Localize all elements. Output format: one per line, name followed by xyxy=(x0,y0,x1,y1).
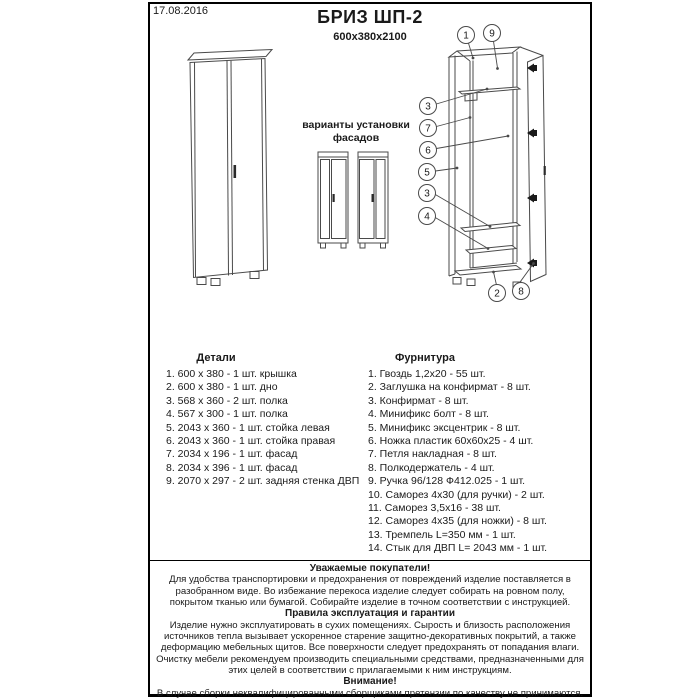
list-item: 2. 600 x 380 - 1 шт. дно xyxy=(166,381,278,394)
callout-circle-1 xyxy=(458,27,475,44)
page-title: БРИЗ ШП-2 xyxy=(317,7,423,27)
list-item: 6. 2043 x 360 - 1 шт. стойка правая xyxy=(166,435,336,448)
door-handle-icon xyxy=(544,166,546,175)
list-item: 1. 600 x 380 - 1 шт. крышка xyxy=(166,368,297,380)
section-divider xyxy=(150,560,590,561)
list-item: 7. Петля накладная - 8 шт. xyxy=(368,448,497,461)
notes-section xyxy=(154,563,586,699)
customers-note-text: Для удобства транспортировки и предохранения от повреждений изделие поставляется в разобранном виде. Во избежание перекоса изделие следует собирать на ровном полу, покрытом тканью или бумагой. Собирайте изделие в точном соответствии с инструкцией. xyxy=(169,574,571,608)
list-item: 5. Минификс эксцентрик - 8 шт. xyxy=(368,421,521,434)
foot-icon xyxy=(197,278,206,285)
attention-note-title: Внимание! xyxy=(343,676,397,688)
exploded-view-drawing xyxy=(449,47,546,289)
callout-circle-9 xyxy=(484,25,501,42)
details-list-title: Детали xyxy=(196,352,236,364)
list-item: 4. Минификс болт - 8 шт. xyxy=(368,408,489,421)
facade-variant-right-drawing xyxy=(358,152,388,248)
list-item: 3. 568 x 360 - 2 шт. полка xyxy=(166,394,288,407)
door-panel xyxy=(528,56,547,282)
list-item: 1. Гвоздь 1,2х20 - 55 шт. xyxy=(368,368,486,380)
callout-circle-3b xyxy=(419,185,436,202)
customers-note-title: Уважаемые покупатели! xyxy=(309,563,431,574)
foot-icon xyxy=(381,243,386,248)
facade-variants-label-line1: варианты установки xyxy=(302,119,410,131)
callout-circle-5 xyxy=(419,164,436,181)
callout-number: 3 xyxy=(424,188,430,200)
rules-note-text: Изделие нужно эксплуатировать в сухих помещениях. Сырость и близость расположения источников тепла вызывает ускоренное старение защитно-декоративных покрытий, а также деформацию мебельных щитов. Все поверхности следует предохранять от попадания влаги. Очистку мебели рекомендуем производить специальными средствами, предназначенными для этих целей в соответствии с прилагаемыми к ним инструкциям. xyxy=(156,619,584,676)
list-item: 9. Ручка 96/128 Ф412.025 - 1 шт. xyxy=(368,475,526,488)
callout-circle-2 xyxy=(489,285,506,302)
callout-circle-4 xyxy=(419,208,436,225)
rules-note-title: Правила эксплуатация и гарантии xyxy=(285,608,455,620)
list-item: 8. Полкодержатель - 4 шт. xyxy=(368,461,495,474)
instruction-page xyxy=(148,2,592,697)
foot-icon xyxy=(360,243,365,248)
attention-note-text: В случае сборки неквалифицированными сборщиками претензии по качеству не принимаются. xyxy=(156,687,584,699)
details-list xyxy=(166,368,359,489)
callout-number: 7 xyxy=(425,123,431,135)
foot-icon xyxy=(211,279,220,286)
door-handle-icon xyxy=(372,194,374,202)
facade-variants-label-line2: фасадов xyxy=(332,132,380,144)
callout-number: 2 xyxy=(494,288,500,300)
list-item: 13. Тремпель L=350 мм - 1 шт. xyxy=(368,528,516,541)
callout-number: 1 xyxy=(463,30,469,42)
foot-icon xyxy=(341,243,346,248)
list-item: 7. 2034 x 196 - 1 шт. фасад xyxy=(166,448,298,461)
list-item: 5. 2043 x 360 - 1 шт. стойка левая xyxy=(166,421,330,434)
list-item: 11. Саморез 3,5х16 - 38 шт. xyxy=(368,502,501,515)
hardware-list xyxy=(368,368,547,556)
list-item: 8. 2034 x 396 - 1 шт. фасад xyxy=(166,461,298,474)
callout-circle-7 xyxy=(420,120,437,137)
foot-icon xyxy=(467,279,475,286)
product-dimensions: 600x380x2100 xyxy=(333,31,407,43)
door-handle-icon xyxy=(234,165,237,178)
hardware-list-title: Фурнитура xyxy=(395,352,455,364)
callout-number: 9 xyxy=(489,28,495,40)
foot-icon xyxy=(250,272,259,279)
list-item: 14. Стык для ДВП L= 2043 мм - 1 шт. xyxy=(368,542,548,555)
callout-number: 5 xyxy=(424,167,430,179)
foot-icon xyxy=(453,278,461,285)
foot-icon xyxy=(321,243,326,248)
document-date: 17.08.2016 xyxy=(153,5,209,17)
list-item: 3. Конфирмат - 8 шт. xyxy=(368,394,469,407)
list-item: 4. 567 x 300 - 1 шт. полка xyxy=(166,408,288,421)
callout-number: 8 xyxy=(518,286,524,298)
closed-wardrobe-drawing xyxy=(188,50,272,286)
list-item: 2. Заглушка на конфирмат - 8 шт. xyxy=(368,381,531,394)
list-item: 10. Саморез 4х30 (для ручки) - 2 шт. xyxy=(368,488,545,501)
list-item: 6. Ножка пластик 60х60х25 - 4 шт. xyxy=(368,435,534,448)
callout-number: 4 xyxy=(424,211,430,223)
callout-circle-8 xyxy=(513,283,530,300)
callout-number: 6 xyxy=(425,145,431,157)
facade-variant-left-drawing xyxy=(318,152,348,248)
callout-circle-6 xyxy=(420,142,437,159)
list-item: 9. 2070 x 297 - 2 шт. задняя стенка ДВП xyxy=(166,475,360,488)
list-item: 12. Саморез 4х35 (для ножки) - 8 шт. xyxy=(368,515,547,528)
door-handle-icon xyxy=(333,194,335,202)
callout-circle-3a xyxy=(420,98,437,115)
callout-number: 3 xyxy=(425,101,431,113)
